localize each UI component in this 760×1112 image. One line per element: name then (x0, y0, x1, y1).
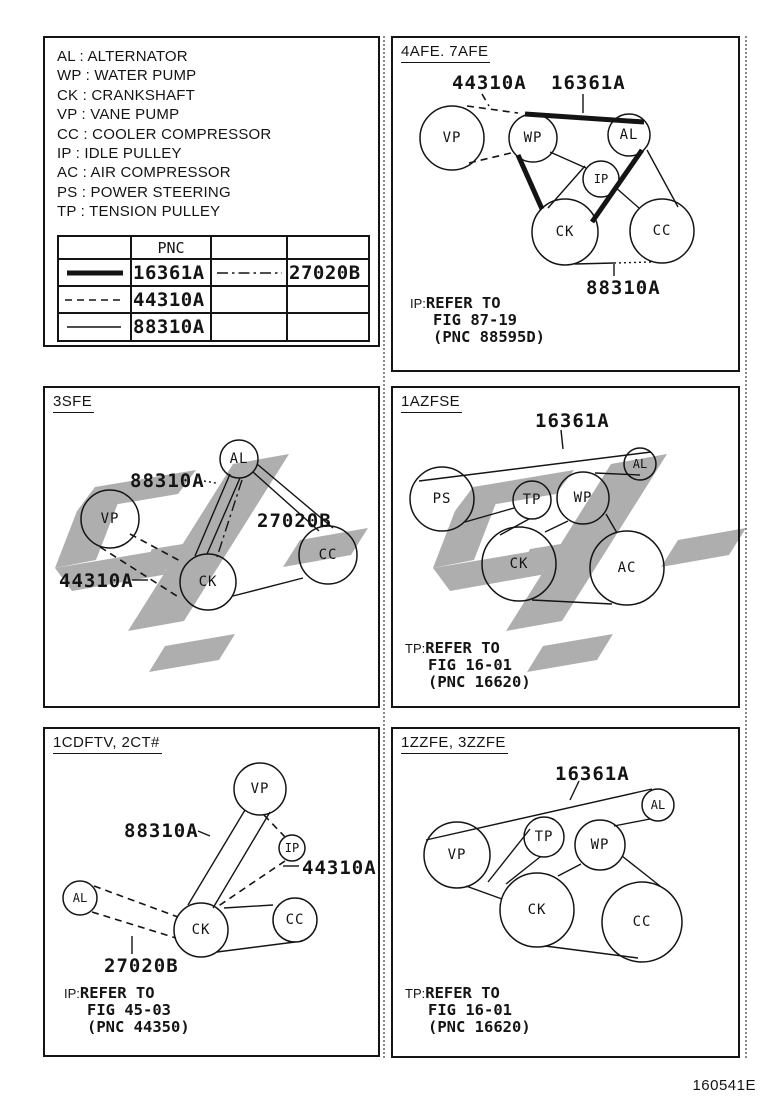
leader-line (561, 430, 563, 449)
refer-note (64, 985, 190, 1036)
note-fig: FIG 87-19 (433, 311, 517, 329)
note-prefix: IP: (64, 986, 80, 1001)
belt-line (518, 155, 542, 209)
belt-line (466, 886, 502, 899)
note-prefix: IP: (410, 296, 426, 311)
part-number-label: 88310A (124, 820, 199, 842)
pulley-label-vp: VP (447, 847, 467, 863)
table-cell-empty (288, 237, 368, 260)
belt-line (532, 600, 612, 604)
dashed-line-icon (59, 287, 132, 314)
note-prefix: TP: (405, 641, 426, 656)
legend-entry: CC : COOLER COMPRESSOR (57, 125, 272, 143)
belt-line (92, 912, 176, 938)
legend-panel (43, 36, 380, 347)
pulley-label-al: AL (650, 798, 666, 812)
legend-entry: AC : AIR COMPRESSOR (57, 164, 231, 182)
part-number-label: 16361A (555, 763, 630, 785)
table-cell-empty (288, 314, 368, 340)
belt-line (614, 819, 650, 826)
belt-line (419, 452, 651, 481)
belt-line (558, 864, 581, 876)
note-pnc: (PNC 44350) (87, 1018, 190, 1036)
thin-solid-line-icon (59, 314, 132, 340)
note-prefix: TP: (405, 986, 426, 1001)
panel-title: 1CDFTV, 2CT# (53, 734, 162, 754)
part-number-label: 88310A (586, 277, 661, 299)
pulley-label-wp: WP (573, 490, 593, 506)
refer-note (405, 985, 531, 1036)
leader-line (204, 481, 216, 483)
table-cell-empty (212, 287, 288, 314)
panel-title: 1AZFSE (401, 393, 462, 413)
table-cell-empty (212, 237, 288, 260)
pulley-label-cc: CC (318, 547, 338, 563)
belt-line (615, 187, 639, 208)
pulley-label-vp: VP (100, 511, 120, 527)
pulley-label-ck: CK (191, 922, 211, 938)
pulley-label-al: AL (632, 457, 648, 471)
legend-entry: VP : VANE PUMP (57, 106, 180, 124)
pulley-label-wp: WP (523, 130, 543, 146)
panel-title: 1ZZFE, 3ZZFE (401, 734, 508, 754)
belt-line (467, 106, 518, 113)
pulley-label-ac: AC (617, 560, 637, 576)
belt-line (217, 942, 295, 952)
belt-line (525, 114, 644, 122)
pulley-label-tp: TP (534, 829, 554, 845)
part-number-label: 27020B (104, 955, 179, 977)
thick-solid-line-icon (59, 260, 132, 287)
leader-line (198, 831, 210, 836)
belt-line (506, 857, 540, 884)
part-number-label: 88310A (130, 470, 205, 492)
belt-line (469, 152, 515, 163)
table-cell-empty (212, 314, 288, 340)
pulley-label-ck: CK (555, 224, 575, 240)
dash-dot-dot-line-icon (212, 260, 288, 287)
pulley-label-ck: CK (198, 574, 218, 590)
table-cell-empty (288, 287, 368, 314)
part-number-label: 44310A (302, 857, 377, 879)
belt-line (575, 263, 614, 264)
diagram-panel-4afe-7afe (391, 36, 740, 372)
belt-line (94, 886, 178, 917)
pnc-column-header: PNC (132, 237, 212, 260)
belt-line (264, 815, 285, 837)
pulley-label-ck: CK (527, 902, 547, 918)
diagram-panel-1azfse (391, 386, 740, 708)
diagram-panel-3sfe (43, 386, 380, 708)
pulley-label-ck: CK (509, 556, 529, 572)
pulley-label-al: AL (229, 451, 249, 467)
refer-note (405, 640, 531, 691)
diagram-panel-1cdftv-2ct (43, 727, 380, 1057)
belt-line (606, 514, 617, 533)
note-text: REFER TO (79, 984, 155, 1002)
belt-line (224, 905, 273, 908)
pulley-label-al: AL (72, 891, 88, 905)
belt-line (233, 578, 303, 596)
table-cell-empty (59, 237, 132, 260)
belt-line (550, 152, 586, 168)
part-number-label: 16361A (535, 410, 610, 432)
part-number-label: 44310A (452, 72, 527, 94)
refer-note (410, 295, 545, 346)
belt-line (595, 473, 640, 475)
diagram-panel-1zzfe-3zzfe (391, 727, 740, 1058)
note-fig: FIG 16-01 (428, 656, 512, 674)
note-pnc: (PNC 16620) (428, 673, 531, 691)
part-number-label: 27020B (257, 510, 332, 532)
belt-line (130, 534, 182, 562)
pulley-label-cc: CC (652, 223, 672, 239)
pulley-label-cc: CC (285, 912, 305, 928)
note-fig: FIG 16-01 (428, 1001, 512, 1019)
pulley-label-cc: CC (632, 914, 652, 930)
abbreviation-list (57, 47, 271, 222)
legend-entry: TP : TENSION PULLEY (57, 203, 221, 221)
belt-line (213, 812, 270, 908)
pulley-label-vp: VP (250, 781, 270, 797)
pulley-label-tp: TP (522, 492, 542, 508)
pnc-value: 88310A (132, 314, 212, 340)
pnc-line-style-table (57, 235, 370, 342)
note-fig: FIG 45-03 (87, 1001, 171, 1019)
part-number-label: 44310A (59, 570, 134, 592)
note-text: REFER TO (425, 984, 500, 1002)
pulley-label-al: AL (619, 127, 639, 143)
pulley-label-wp: WP (590, 837, 610, 853)
panel-title: 3SFE (53, 393, 94, 413)
leader-line (482, 94, 489, 106)
page-edge-dotted-line (745, 36, 747, 1058)
leader-line (614, 262, 652, 263)
legend-entry: WP : WATER PUMP (57, 67, 197, 85)
panel-title: 4AFE. 7AFE (401, 43, 490, 63)
legend-entry: PS : POWER STEERING (57, 183, 231, 201)
figure-code: 160541E (692, 1077, 756, 1094)
note-pnc: (PNC 16620) (428, 1018, 531, 1036)
note-text: REFER TO (425, 639, 500, 657)
pnc-value: 27020B (288, 260, 368, 287)
pnc-value: 16361A (132, 260, 212, 287)
belt-line (545, 521, 568, 532)
pulley-label-ps: PS (432, 491, 452, 507)
note-text: REFER TO (425, 294, 501, 312)
pulley-label-ip: IP (593, 172, 609, 186)
pulley-label-ip: IP (284, 841, 300, 855)
belt-line (545, 946, 638, 958)
legend-entry: CK : CRANKSHAFT (57, 86, 196, 104)
pulley-label-vp: VP (442, 130, 462, 146)
legend-entry: IP : IDLE PULLEY (57, 145, 182, 163)
pnc-value: 44310A (132, 287, 212, 314)
belt-line (217, 480, 242, 557)
note-pnc: (PNC 88595D) (433, 328, 545, 346)
page-fold-dotted-line (383, 36, 385, 1058)
legend-entry: AL : ALTERNATOR (57, 48, 188, 65)
part-number-label: 16361A (551, 72, 626, 94)
